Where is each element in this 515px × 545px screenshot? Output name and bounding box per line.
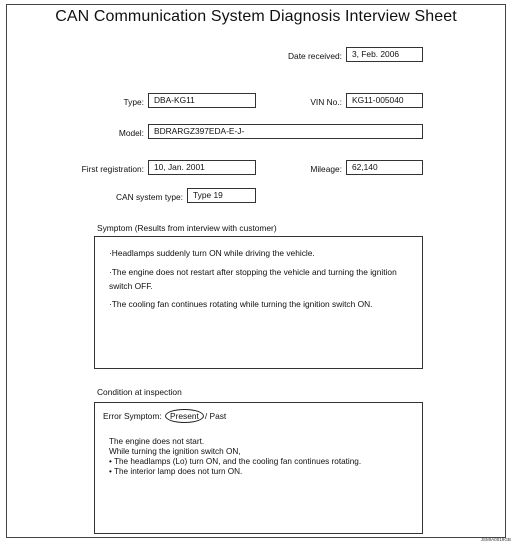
mileage-label: Mileage:: [310, 164, 342, 174]
error-symptom-label: Error Symptom:: [103, 411, 162, 421]
date-received-label: Date received:: [288, 51, 342, 61]
symptom-item: ·Headlamps suddenly turn ON while driving the vehicle.: [109, 248, 315, 258]
mileage-field: 62,140: [346, 160, 423, 175]
condition-line: While turning the ignition switch ON,: [109, 447, 241, 456]
can-system-type-label: CAN system type:: [115, 192, 183, 202]
present-option: Present: [165, 409, 204, 423]
first-registration-label: First registration:: [81, 164, 144, 174]
vin-field: KG11-005040: [346, 93, 423, 108]
condition-panel: [94, 402, 423, 534]
sheet-title: CAN Communication System Diagnosis Interview Sheet: [55, 8, 457, 25]
condition-line: • The headlamps (Lo) turn ON, and the cooling fan continues rotating.: [109, 457, 362, 466]
symptom-heading: Symptom (Results from interview with customer): [97, 223, 277, 233]
figure-code: JSMIA0019GB: [480, 537, 511, 542]
symptom-item: ·The engine does not restart after stopping the vehicle and turning the ignition switch OFF.: [109, 267, 397, 291]
error-symptom-row: [103, 409, 226, 423]
type-field: DBA-KG11: [148, 93, 256, 108]
past-option: / Past: [204, 411, 227, 421]
condition-heading: Condition at inspection: [97, 387, 182, 397]
first-registration-field: 10, Jan. 2001: [148, 160, 256, 175]
condition-line: The engine does not start.: [109, 437, 205, 446]
can-system-type-field: Type 19: [187, 188, 256, 203]
date-received-field: 3, Feb. 2006: [346, 47, 423, 62]
model-label: Model:: [118, 128, 144, 138]
type-label: Type:: [123, 97, 144, 107]
model-field: BDRARGZ397EDA-E-J-: [148, 124, 423, 139]
symptom-panel: [94, 236, 423, 369]
symptom-item: ·The cooling fan continues rotating while turning the ignition switch ON.: [109, 299, 373, 309]
vin-label: VIN No.:: [310, 97, 342, 107]
condition-line: • The interior lamp does not turn ON.: [109, 467, 243, 476]
